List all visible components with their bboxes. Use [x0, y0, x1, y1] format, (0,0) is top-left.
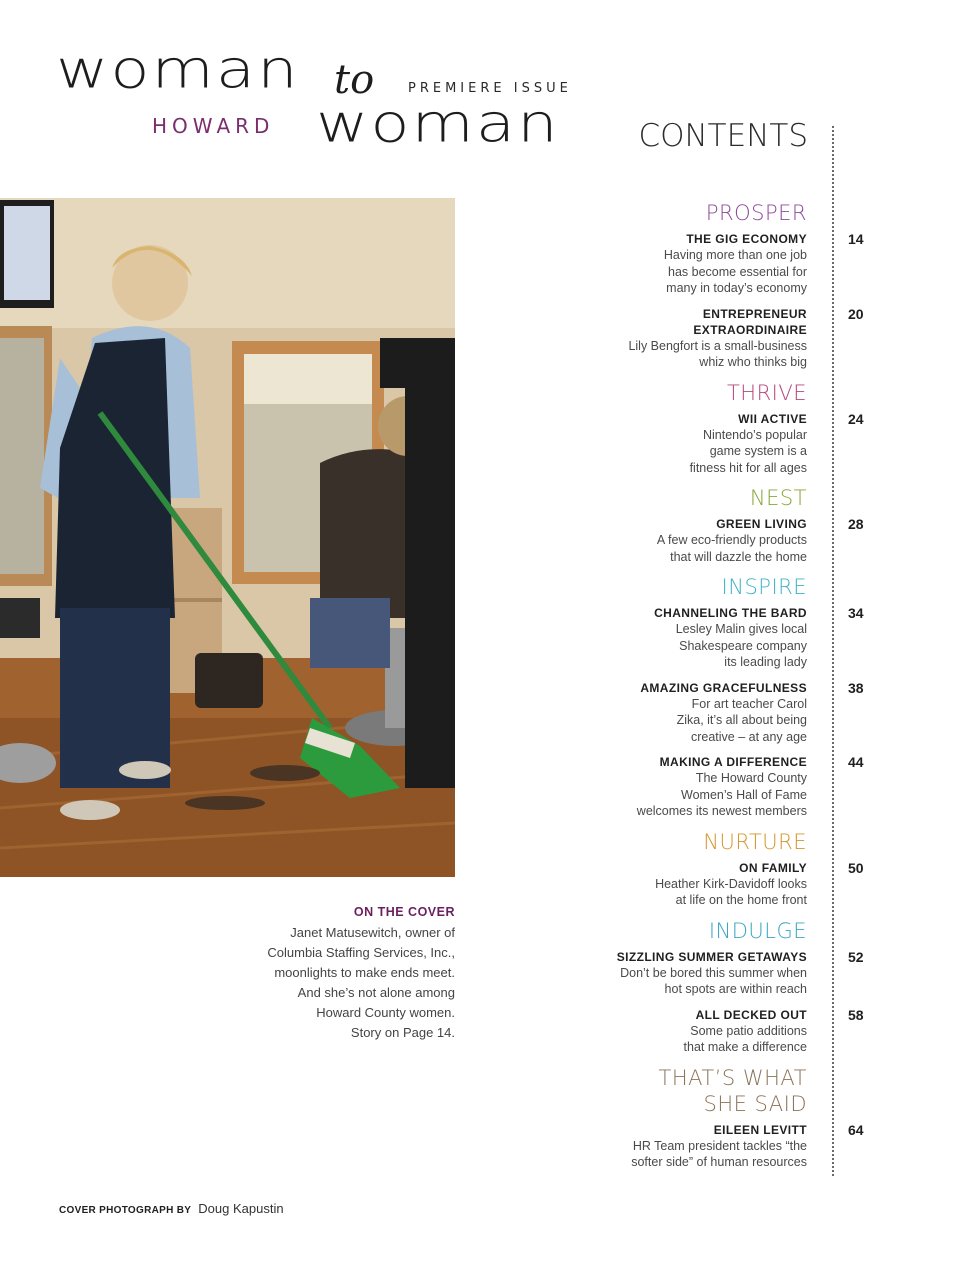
toc-entry-title: SIZZLING SUMMER GETAWAYS — [616, 949, 807, 964]
premiere-issue-label: PREMIERE ISSUE — [408, 81, 572, 96]
toc-entry[interactable] — [590, 516, 864, 565]
contents-title: CONTENTS — [638, 118, 808, 154]
toc-entry-description: Lily Bengfort is a small-business — [628, 338, 807, 353]
cover-caption-line: Janet Matusewitch, owner of — [290, 925, 455, 940]
toc-entry-title: ALL DECKED OUT — [695, 1007, 807, 1022]
toc-entry-description: has become essential for — [668, 264, 807, 279]
toc-entry-description: Women’s Hall of Fame — [681, 787, 807, 802]
toc-entry[interactable] — [590, 679, 864, 746]
toc-entry-description: Shakespeare company — [679, 638, 807, 653]
section-heading: INDULGE — [708, 918, 807, 943]
toc-entry-description: Zika, it’s all about being — [676, 713, 807, 727]
photo-credit-name: Doug Kapustin — [198, 1201, 284, 1216]
toc-entry-description: fitness hit for all ages — [689, 460, 807, 475]
cover-caption-line: Howard County women. — [316, 1005, 455, 1020]
toc-entry[interactable] — [590, 948, 864, 998]
toc-entry-description: softer side” of human resources — [631, 1155, 807, 1169]
toc-entry-title: ENTREPRENEUR — [702, 306, 807, 321]
masthead-howard: HOWARD — [152, 114, 275, 138]
toc-entry-description: hot spots are within reach — [664, 982, 807, 996]
cover-caption-line: moonlights to make ends meet. — [274, 965, 455, 980]
toc-entry-description: its leading lady — [724, 655, 807, 669]
section-heading: INSPIRE — [721, 575, 807, 599]
section-heading: PROSPER — [705, 201, 807, 225]
toc-entry-title: CHANNELING THE BARD — [654, 606, 807, 620]
toc-entry-description: welcomes its newest members — [636, 804, 807, 818]
toc-entry-title: MAKING A DIFFERENCE — [659, 755, 807, 769]
toc-page-number: 28 — [848, 516, 864, 532]
toc-entry[interactable] — [590, 1121, 864, 1171]
section-heading-line: SHE SAID — [703, 1091, 807, 1116]
toc-entry-description: whiz who thinks big — [699, 355, 807, 369]
toc-entry-description: HR Team president tackles “the — [632, 1138, 807, 1153]
toc-entry[interactable] — [590, 1006, 864, 1056]
toc-entry[interactable] — [590, 859, 864, 909]
toc-entry-description: The Howard County — [695, 771, 807, 785]
section-heading — [590, 1065, 807, 1117]
toc-entry[interactable] — [590, 231, 864, 297]
toc-entry[interactable] — [590, 605, 864, 671]
toc-entry-description: Lesley Malin gives local — [675, 622, 807, 636]
toc-entry-title: WII ACTIVE — [738, 411, 807, 426]
toc-page-number: 52 — [848, 948, 864, 965]
toc-entry-description: that make a difference — [683, 1040, 807, 1054]
toc-entry-title: ON FAMILY — [739, 860, 807, 875]
toc-entry-description: game system is a — [709, 444, 807, 458]
salon-photo-illustration — [0, 198, 455, 877]
toc-entry-description: Some patio additions — [690, 1023, 807, 1038]
toc-page-number: 64 — [848, 1121, 864, 1138]
cover-caption-line: Columbia Staffing Services, Inc., — [267, 945, 455, 960]
toc-page-number: 38 — [848, 679, 864, 696]
toc-entry-title: GREEN LIVING — [716, 517, 807, 531]
toc-entry-title: AMAZING GRACEFULNESS — [640, 680, 807, 695]
section-heading: THRIVE — [726, 380, 807, 405]
toc-page-number: 44 — [848, 754, 864, 770]
toc-entry-title: THE GIG ECONOMY — [686, 232, 807, 246]
toc-page-number: 34 — [848, 605, 864, 621]
toc-entry-description: Having more than one job — [663, 248, 807, 262]
cover-caption-line: And she’s not alone among — [297, 985, 455, 1000]
toc-entry-description: Don’t be bored this summer when — [620, 965, 807, 980]
cover-caption-line: Story on Page 14. — [350, 1025, 455, 1040]
masthead-woman-bottom: woman — [316, 93, 560, 155]
toc-entry-description: that will dazzle the home — [670, 549, 807, 564]
cover-caption-title: ON THE COVER — [353, 905, 455, 919]
photo-credit-label: COVER PHOTOGRAPH BY — [59, 1205, 192, 1216]
masthead-to: to — [334, 57, 375, 103]
photo-credit — [59, 1198, 284, 1217]
toc-entry-description: many in today’s economy — [666, 281, 807, 295]
toc-entry[interactable] — [590, 305, 864, 371]
toc-entry-title: EILEEN LEVITT — [713, 1122, 807, 1137]
toc-entry-description: For art teacher Carol — [691, 696, 807, 711]
cover-photo — [0, 198, 455, 877]
toc-entry-description: Nintendo’s popular — [702, 427, 807, 442]
cover-caption — [230, 905, 455, 1043]
toc-page-number: 14 — [848, 231, 864, 247]
toc-entry-description: A few eco-friendly products — [656, 533, 807, 547]
toc-entry-title: EXTRAORDINAIRE — [693, 322, 807, 337]
toc-page-number: 50 — [848, 859, 864, 876]
toc-entry[interactable] — [590, 410, 864, 477]
dotted-divider — [832, 126, 834, 1176]
toc-entry-description: Heather Kirk-Davidoff looks — [655, 876, 807, 891]
toc-entry[interactable] — [590, 754, 864, 820]
section-heading: NURTURE — [703, 829, 807, 854]
toc-page-number: 20 — [848, 305, 864, 322]
toc-entry-description: creative – at any age — [690, 729, 807, 744]
toc-page-number: 24 — [848, 410, 864, 427]
table-of-contents — [590, 194, 864, 1180]
section-heading-line: THAT’S WHAT — [658, 1065, 807, 1090]
toc-entry-description: at life on the home front — [675, 893, 807, 907]
masthead-woman-top: woman — [56, 39, 300, 101]
toc-page-number: 58 — [848, 1006, 864, 1023]
section-heading: NEST — [749, 486, 807, 510]
